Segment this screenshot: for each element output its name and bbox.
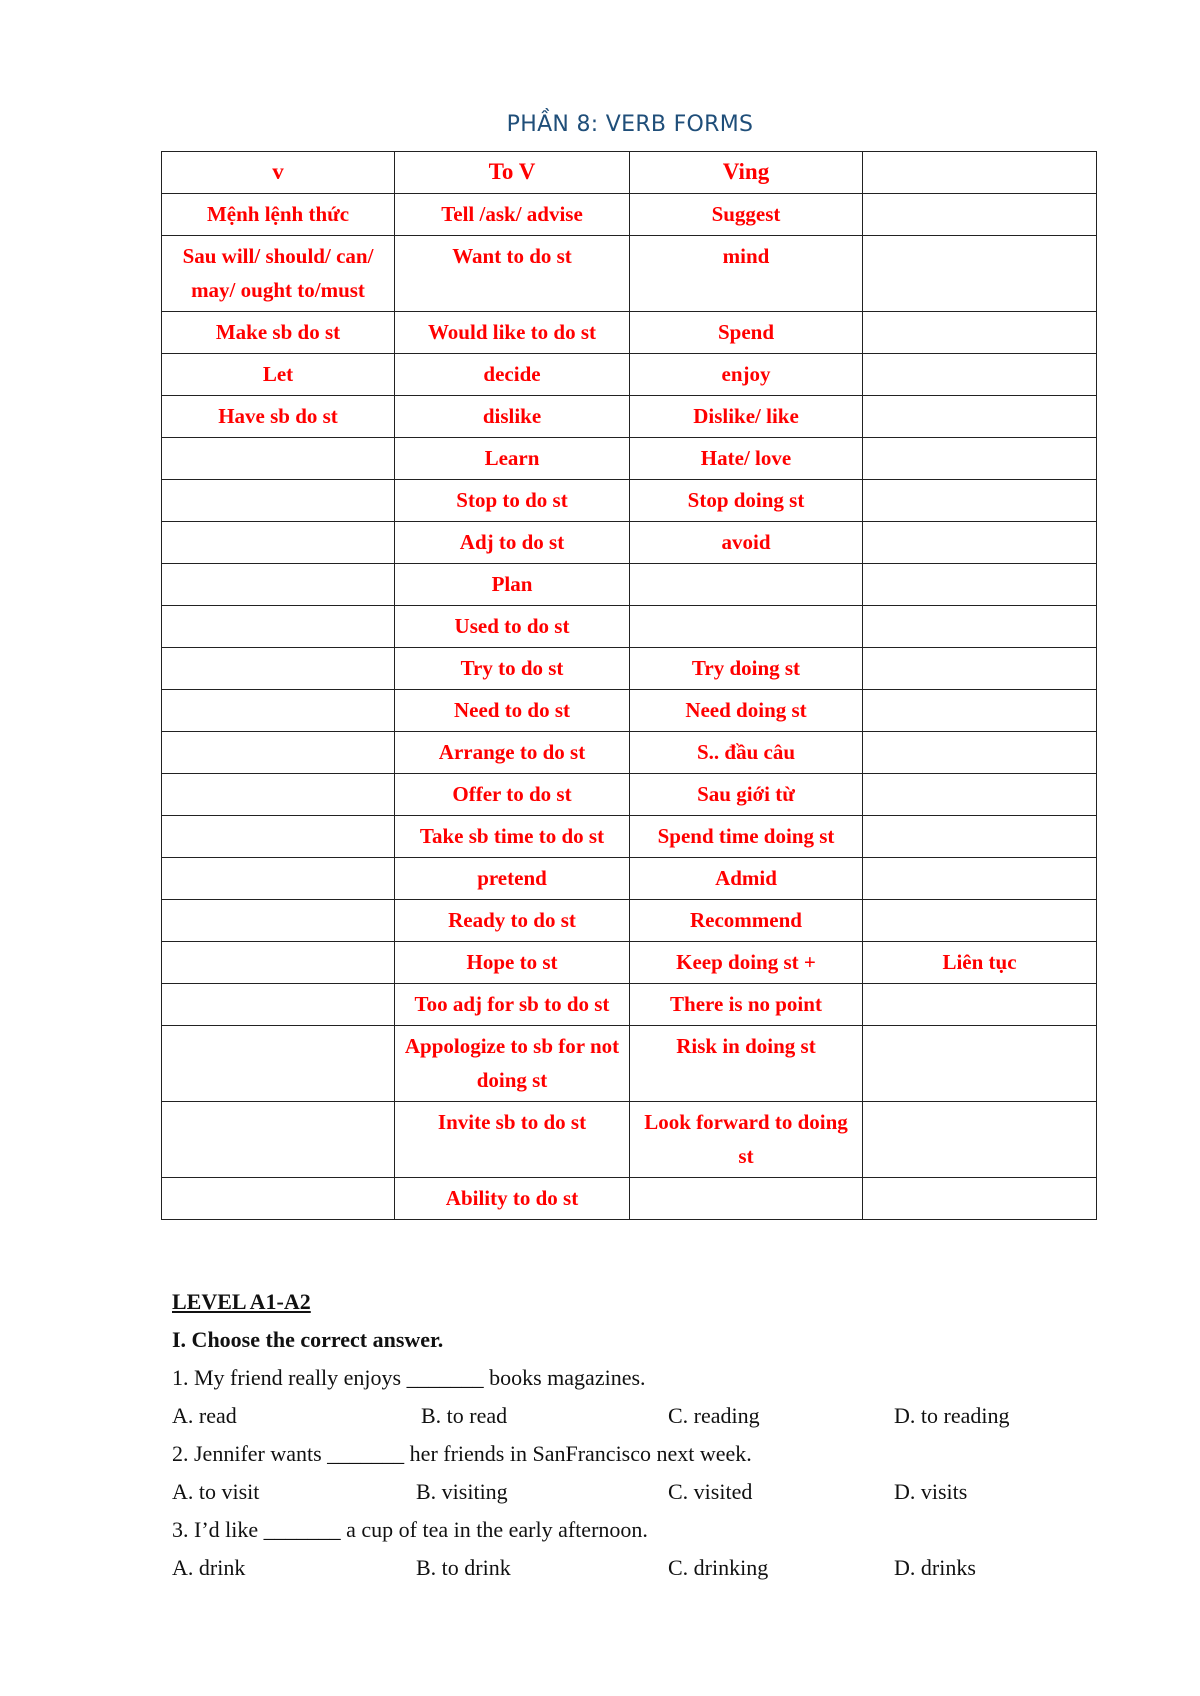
table-cell <box>863 312 1097 354</box>
table-cell: Invite sb to do st <box>395 1102 630 1178</box>
table-cell: Hate/ love <box>630 438 863 480</box>
table-cell <box>162 480 395 522</box>
table-cell <box>863 396 1097 438</box>
table-cell: avoid <box>630 522 863 564</box>
table-row <box>162 648 1097 690</box>
table-cell <box>863 1026 1097 1102</box>
table-cell: Spend <box>630 312 863 354</box>
table-cell: Adj to do st <box>395 522 630 564</box>
option-d: D. to reading <box>894 1403 1010 1428</box>
table-cell: Would like to do st <box>395 312 630 354</box>
header-cell-extra <box>863 152 1097 194</box>
table-cell <box>162 732 395 774</box>
table-row <box>162 480 1097 522</box>
table-cell <box>863 354 1097 396</box>
table-cell: Stop to do st <box>395 480 630 522</box>
table-row <box>162 732 1097 774</box>
table-cell: Keep doing st + <box>630 942 863 984</box>
question-3-options <box>172 1549 1072 1587</box>
question-1: 1. My friend really enjoys _______ books magazines. <box>172 1365 646 1390</box>
exercise-section <box>172 1283 1072 1587</box>
table-cell <box>863 564 1097 606</box>
table-cell: Need doing st <box>630 690 863 732</box>
table-cell <box>162 1178 395 1220</box>
table-row <box>162 438 1097 480</box>
table-row <box>162 522 1097 564</box>
table-cell <box>863 236 1097 312</box>
table-cell <box>863 858 1097 900</box>
table-cell: Spend time doing st <box>630 816 863 858</box>
table-cell: Try to do st <box>395 648 630 690</box>
table-cell: enjoy <box>630 354 863 396</box>
table-cell: Sau will/ should/ can/ may/ ought to/must <box>162 236 395 312</box>
table-cell <box>162 648 395 690</box>
table-row <box>162 354 1097 396</box>
table-cell: Recommend <box>630 900 863 942</box>
table-cell <box>863 606 1097 648</box>
table-cell <box>863 480 1097 522</box>
option-b: B. visiting <box>416 1479 508 1504</box>
table-cell: Need to do st <box>395 690 630 732</box>
table-cell: Mệnh lệnh thức <box>162 194 395 236</box>
table-cell <box>863 984 1097 1026</box>
table-row <box>162 312 1097 354</box>
table-cell <box>630 564 863 606</box>
table-cell: Ready to do st <box>395 900 630 942</box>
table-cell <box>162 858 395 900</box>
table-cell: Sau giới từ <box>630 774 863 816</box>
table-cell: Ability to do st <box>395 1178 630 1220</box>
table-cell <box>863 194 1097 236</box>
question-3: 3. I’d like _______ a cup of tea in the early afternoon. <box>172 1517 648 1542</box>
question-1-options <box>172 1397 1072 1435</box>
table-cell: Stop doing st <box>630 480 863 522</box>
table-cell <box>863 1178 1097 1220</box>
table-cell: Dislike/ like <box>630 396 863 438</box>
table-cell: pretend <box>395 858 630 900</box>
option-a: A. drink <box>172 1555 246 1580</box>
table-cell <box>162 522 395 564</box>
table-cell <box>162 900 395 942</box>
table-cell <box>162 1026 395 1102</box>
table-row <box>162 606 1097 648</box>
table-cell <box>162 942 395 984</box>
page-title: PHẦN 8: VERB FORMS <box>506 112 754 137</box>
table-cell <box>863 900 1097 942</box>
table-cell: Suggest <box>630 194 863 236</box>
table-cell <box>162 564 395 606</box>
table-cell <box>863 1102 1097 1178</box>
table-cell <box>863 774 1097 816</box>
table-row <box>162 900 1097 942</box>
table-cell <box>863 648 1097 690</box>
table-row <box>162 942 1097 984</box>
level-title: LEVEL A1-A2 <box>172 1289 311 1314</box>
table-row <box>162 194 1097 236</box>
table-cell: Make sb do st <box>162 312 395 354</box>
table-row <box>162 1102 1097 1178</box>
header-cell-to-v: To V <box>395 152 630 194</box>
table-cell <box>630 606 863 648</box>
table-cell: Plan <box>395 564 630 606</box>
table-row <box>162 564 1097 606</box>
table-cell: decide <box>395 354 630 396</box>
table-cell <box>162 816 395 858</box>
table-row <box>162 774 1097 816</box>
table-row <box>162 236 1097 312</box>
table-cell: Tell /ask/ advise <box>395 194 630 236</box>
verb-forms-table <box>161 151 1097 1220</box>
table-cell <box>863 816 1097 858</box>
header-cell-ving: Ving <box>630 152 863 194</box>
table-cell: Try doing st <box>630 648 863 690</box>
table-cell <box>863 690 1097 732</box>
option-d: D. drinks <box>894 1555 976 1580</box>
table-cell: Take sb time to do st <box>395 816 630 858</box>
table-row <box>162 1178 1097 1220</box>
table-header-row <box>162 152 1097 194</box>
table-cell: Learn <box>395 438 630 480</box>
table-row <box>162 858 1097 900</box>
table-cell <box>162 690 395 732</box>
table-row <box>162 984 1097 1026</box>
table-cell: Too adj for sb to do st <box>395 984 630 1026</box>
table-cell <box>863 438 1097 480</box>
table-cell: Arrange to do st <box>395 732 630 774</box>
exercise-instruction: I. Choose the correct answer. <box>172 1327 444 1352</box>
option-a: A. to visit <box>172 1479 260 1504</box>
table-cell: Have sb do st <box>162 396 395 438</box>
header-cell-v: v <box>162 152 395 194</box>
table-cell: Want to do st <box>395 236 630 312</box>
table-cell: S.. đầu câu <box>630 732 863 774</box>
option-d: D. visits <box>894 1479 968 1504</box>
table-row <box>162 1026 1097 1102</box>
table-body <box>162 194 1097 1220</box>
option-a: A. read <box>172 1403 237 1428</box>
table-cell: Liên tục <box>863 942 1097 984</box>
table-row <box>162 690 1097 732</box>
option-b: B. to read <box>421 1403 508 1428</box>
table-cell <box>863 732 1097 774</box>
option-c: C. reading <box>668 1403 760 1428</box>
option-b: B. to drink <box>416 1555 511 1580</box>
table-cell <box>162 984 395 1026</box>
table-cell: Look forward to doing st <box>630 1102 863 1178</box>
table-cell <box>630 1178 863 1220</box>
table-cell <box>863 522 1097 564</box>
table-cell: Appologize to sb for not doing st <box>395 1026 630 1102</box>
option-c: C. drinking <box>668 1555 769 1580</box>
table-cell: Offer to do st <box>395 774 630 816</box>
table-cell: There is no point <box>630 984 863 1026</box>
table-cell <box>162 606 395 648</box>
table-cell <box>162 774 395 816</box>
table-cell: Let <box>162 354 395 396</box>
table-cell: mind <box>630 236 863 312</box>
table-cell <box>162 1102 395 1178</box>
table-row <box>162 816 1097 858</box>
table-cell: Admid <box>630 858 863 900</box>
table-cell <box>162 438 395 480</box>
question-2-options <box>172 1473 1072 1511</box>
option-c: C. visited <box>668 1479 753 1504</box>
question-2: 2. Jennifer wants _______ her friends in SanFrancisco next week. <box>172 1441 752 1466</box>
table-row <box>162 396 1097 438</box>
table-cell: Used to do st <box>395 606 630 648</box>
table-cell: Hope to st <box>395 942 630 984</box>
table-cell: Risk in doing st <box>630 1026 863 1102</box>
table-cell: dislike <box>395 396 630 438</box>
